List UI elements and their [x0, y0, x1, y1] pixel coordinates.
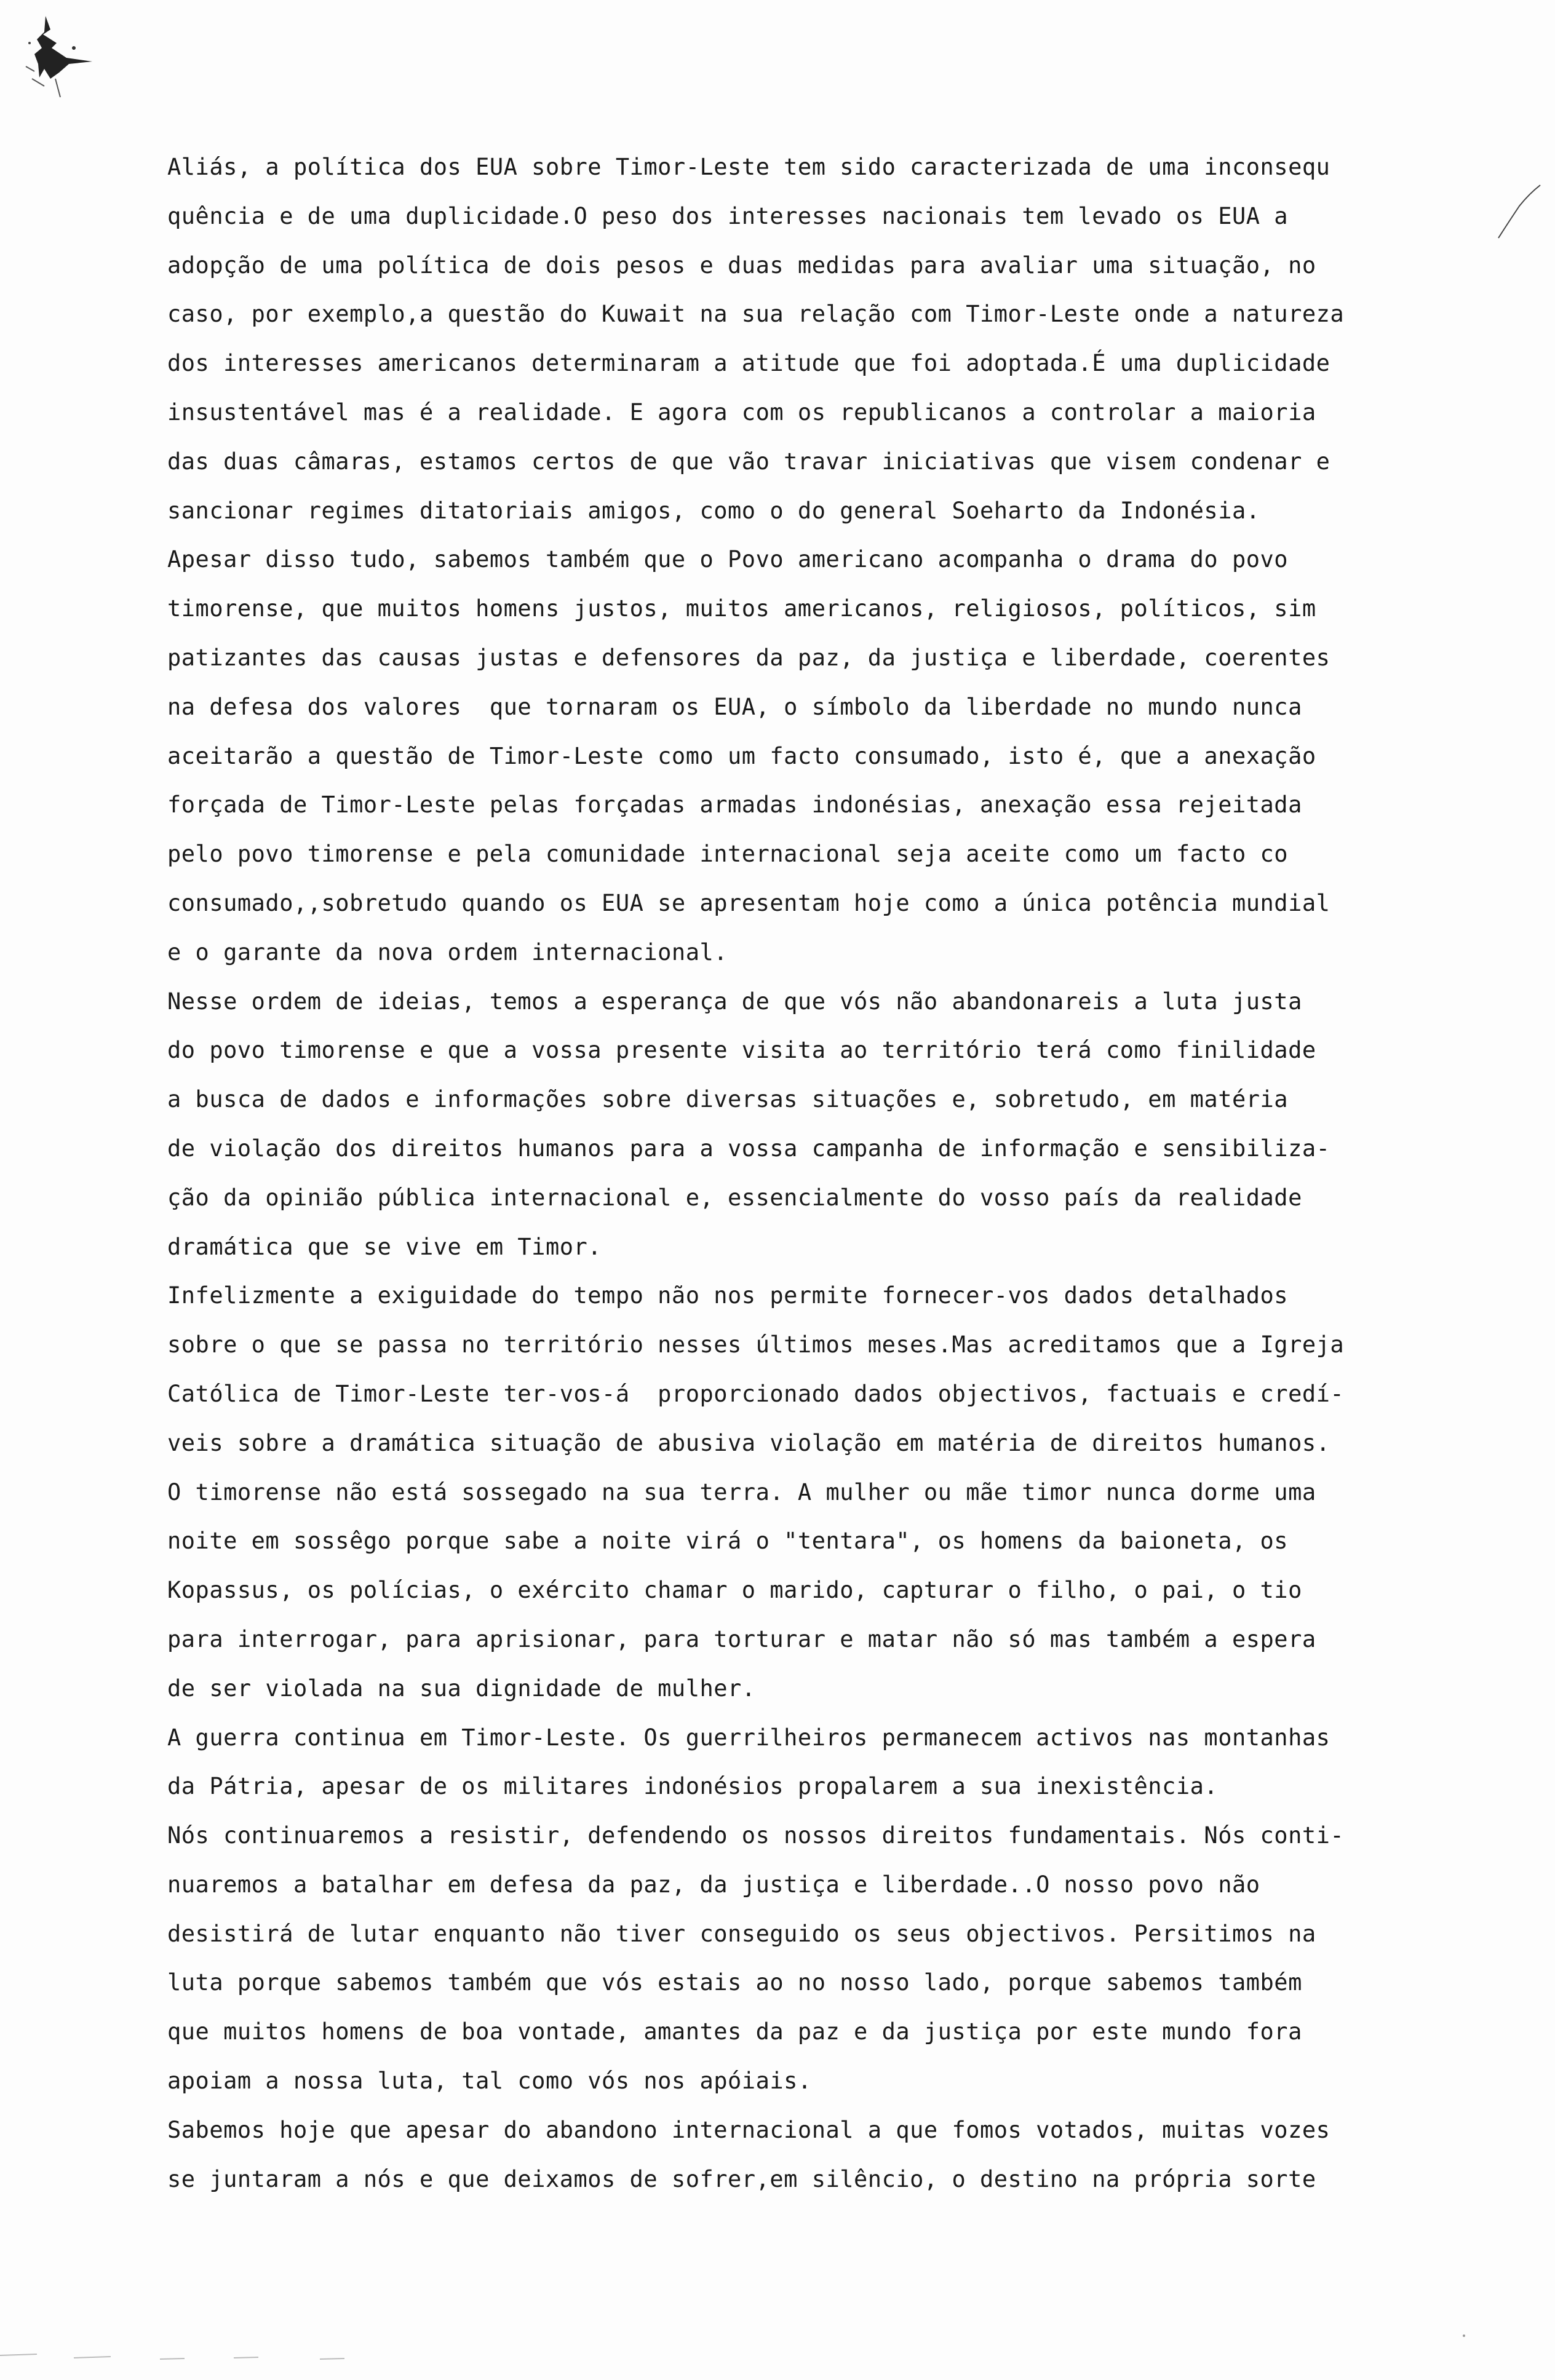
text-line: Nesse ordem de ideias, temos a esperança de que vós não abandonareis a luta justa	[167, 988, 1302, 1015]
text-line: noite em sossêgo porque sabe a noite virá o "tentara", os homens da baioneta, os	[167, 1528, 1289, 1555]
text-line: Kopassus, os polícias, o exército chamar o marido, capturar o filho, o pai, o tio	[167, 1577, 1302, 1604]
text-line: de violação dos direitos humanos para a vossa campanha de informação e sensibiliza-	[167, 1135, 1330, 1162]
margin-stroke-icon	[1495, 181, 1544, 243]
letter-body	[167, 143, 1447, 2203]
text-line: nuaremos a batalhar em defesa da paz, da justiça e liberdade..O nosso povo não	[167, 1871, 1260, 1898]
text-line: para interrogar, para aprisionar, para torturar e matar não só mas também a espera	[167, 1625, 1316, 1652]
text-line: Sabemos hoje que apesar do abandono internacional a que fomos votados, muitas vozes	[167, 2116, 1330, 2143]
text-line: da Pátria, apesar de os militares indonésios propalarem a sua inexistência.	[167, 1773, 1219, 1800]
text-line: que muitos homens de boa vontade, amantes da paz e da justiça por este mundo fora	[167, 2018, 1302, 2045]
text-line: forçada de Timor-Leste pelas forçadas armadas indonésias, anexação essa rejeitada	[167, 791, 1302, 819]
text-line: desistirá de lutar enquanto não tiver conseguido os seus objectivos. Persitimos na	[167, 1920, 1316, 1947]
text-line: dramática que se vive em Timor.	[167, 1233, 602, 1260]
text-line: O timorense não está sossegado na sua terra. A mulher ou mãe timor nunca dorme uma	[167, 1478, 1316, 1505]
text-line: das duas câmaras, estamos certos de que vão travar iniciativas que visem condenar e	[167, 448, 1330, 475]
text-line: pelo povo timorense e pela comunidade internacional seja aceite como um facto co	[167, 841, 1289, 868]
text-line: Apesar disso tudo, sabemos também que o Povo americano acompanha o drama do povo	[167, 546, 1289, 573]
text-line: ção da opinião pública internacional e, essencialmente do vosso país da realidade	[167, 1184, 1302, 1211]
text-line: apoiam a nossa luta, tal como vós nos apóiais.	[167, 2068, 812, 2095]
text-line: aceitarão a questão de Timor-Leste como um facto consumado, isto é, que a anexação	[167, 742, 1316, 769]
scan-noise-icon	[0, 2331, 1555, 2368]
corner-ink-blot-icon	[7, 5, 100, 103]
text-line: do povo timorense e que a vossa presente visita ao território terá como finilidade	[167, 1037, 1316, 1064]
text-line: insustentável mas é a realidade. E agora com os republicanos a controlar a maioria	[167, 399, 1316, 426]
text-line: veis sobre a dramática situação de abusiva violação em matéria de direitos humanos.	[167, 1429, 1330, 1456]
text-line: a busca de dados e informações sobre diversas situações e, sobretudo, em matéria	[167, 1086, 1289, 1113]
text-line: se juntaram a nós e que deixamos de sofrer,em silêncio, o destino na própria sorte	[167, 2165, 1316, 2192]
text-line: Infelizmente a exiguidade do tempo não nos permite fornecer-vos dados detalhados	[167, 1282, 1289, 1309]
text-line: sancionar regimes ditatoriais amigos, como o do general Soeharto da Indonésia.	[167, 497, 1260, 524]
text-line: de ser violada na sua dignidade de mulher.	[167, 1675, 756, 1702]
text-line: dos interesses americanos determinaram a atitude que foi adoptada.É uma duplicidade	[167, 350, 1330, 377]
text-line: na defesa dos valores que tornaram os EUA, o símbolo da liberdade no mundo nunca	[167, 693, 1302, 720]
text-line: consumado,,sobretudo quando os EUA se apresentam hoje como a única potência mundial	[167, 889, 1330, 916]
text-line: caso, por exemplo,a questão do Kuwait na sua relação com Timor-Leste onde a natureza	[167, 301, 1345, 328]
text-line: patizantes das causas justas e defensores da paz, da justiça e liberdade, coerentes	[167, 644, 1330, 671]
text-line: luta porque sabemos também que vós estais ao no nosso lado, porque sabemos também	[167, 1969, 1302, 1996]
text-line: A guerra continua em Timor-Leste. Os guerrilheiros permanecem activos nas montanhas	[167, 1724, 1330, 1751]
text-line: adopção de uma política de dois pesos e duas medidas para avaliar uma situação, no	[167, 252, 1316, 279]
text-line: Aliás, a política dos EUA sobre Timor-Leste tem sido caracterizada de uma inconsequ	[167, 154, 1330, 180]
text-line: sobre o que se passa no território nesses últimos meses.Mas acreditamos que a Igreja	[167, 1331, 1345, 1359]
text-line: Nós continuaremos a resistir, defendendo os nossos direitos fundamentais. Nós conti-	[167, 1822, 1345, 1849]
text-line: quência e de uma duplicidade.O peso dos interesses nacionais tem levado os EUA a	[167, 202, 1289, 229]
text-line: Católica de Timor-Leste ter-vos-á proporcionado dados objectivos, factuais e credí-	[167, 1380, 1345, 1407]
text-line: timorense, que muitos homens justos, muitos americanos, religiosos, políticos, sim	[167, 595, 1316, 622]
text-line: e o garante da nova ordem internacional.	[167, 938, 728, 966]
